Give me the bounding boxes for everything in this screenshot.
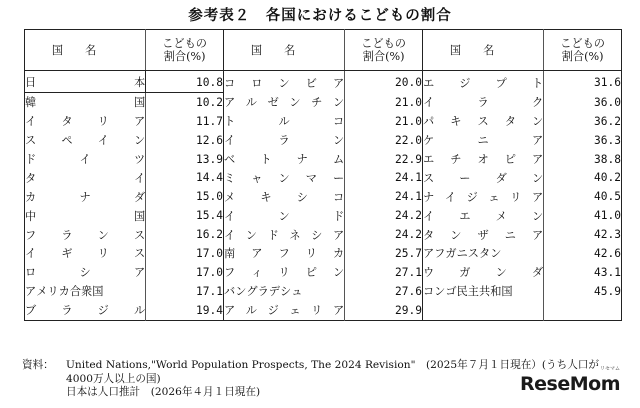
country-name-cell bbox=[25, 225, 146, 244]
header-children-ratio: こどもの 割合(%) bbox=[345, 30, 423, 71]
country-name-cell bbox=[223, 131, 344, 150]
page-title: 参考表２ 各国におけるこどもの割合 bbox=[188, 7, 452, 24]
table-header-row bbox=[25, 30, 622, 71]
children-ratio-value: 24.2 bbox=[345, 206, 423, 225]
table-row bbox=[25, 206, 622, 225]
country-name-cell bbox=[422, 301, 543, 320]
notes-line-2: 4000万人以上の国) bbox=[66, 372, 161, 385]
table-row bbox=[25, 282, 622, 301]
children-ratio-value: 19.4 bbox=[146, 301, 224, 320]
children-ratio-value: 15.0 bbox=[146, 187, 224, 206]
children-ratio-value: 43.1 bbox=[544, 263, 622, 282]
country-name-cell bbox=[25, 92, 146, 111]
country-name: パ キ ス タ ン bbox=[422, 115, 544, 129]
children-ratio-value: 13.9 bbox=[146, 150, 224, 169]
country-name: コ ロ ン ビ ア bbox=[223, 76, 345, 90]
country-name: ス ー ダ ン bbox=[422, 171, 544, 185]
country-name-cell bbox=[422, 263, 543, 282]
country-name: ミ ャ ン マ ー bbox=[223, 171, 345, 185]
children-ratio-value: 40.5 bbox=[544, 187, 622, 206]
children-ratio-value: 22.9 bbox=[345, 150, 423, 169]
country-name: イ タ リ ア bbox=[25, 115, 146, 129]
country-name: バ ン グ ラ デ シ ュ bbox=[223, 285, 303, 299]
table-row bbox=[25, 187, 622, 206]
children-ratio-table bbox=[24, 29, 622, 321]
country-name: エ チ オ ピ ア bbox=[422, 153, 544, 166]
children-ratio-value: 25.7 bbox=[345, 244, 423, 263]
table-row bbox=[25, 150, 622, 169]
children-ratio-value: 29.9 bbox=[345, 301, 423, 320]
country-name: ド イ ツ bbox=[25, 153, 146, 166]
country-name: ア メ リ カ 合 衆 国 bbox=[25, 285, 104, 299]
children-ratio-value: 10.2 bbox=[146, 92, 224, 111]
children-ratio-value: 16.2 bbox=[146, 225, 224, 244]
resemom-logo bbox=[520, 366, 620, 395]
country-name-cell bbox=[422, 187, 543, 206]
country-name-cell bbox=[422, 244, 543, 263]
country-name-cell bbox=[422, 225, 543, 244]
header-country-name: 国名 bbox=[223, 30, 344, 71]
children-ratio-value bbox=[544, 301, 622, 320]
country-name: フ ィ リ ピ ン bbox=[223, 266, 345, 280]
country-name: メ キ シ コ bbox=[223, 190, 345, 204]
notes-line-1: United Nations,"World Population Prospects, The 2024 Revision" (2025年７月１日現在）(うち人口が bbox=[66, 359, 599, 371]
country-name: タ ン ザ ニ ア bbox=[422, 228, 544, 242]
header-country-name: 国名 bbox=[25, 30, 146, 71]
country-name-cell bbox=[223, 301, 344, 320]
country-name-cell bbox=[422, 206, 543, 225]
notes-line-3: 日本は人口推計 (2026年４月１日現在) bbox=[66, 386, 261, 398]
children-ratio-value: 24.1 bbox=[345, 187, 423, 206]
table-row bbox=[25, 244, 622, 263]
table-row bbox=[25, 263, 622, 282]
country-name-cell bbox=[25, 282, 146, 301]
header-children-ratio: こどもの 割合(%) bbox=[544, 30, 622, 71]
children-ratio-value: 36.0 bbox=[544, 92, 622, 111]
children-ratio-value: 24.2 bbox=[345, 225, 423, 244]
country-name: イ エ メ ン bbox=[422, 209, 544, 223]
country-name: ト ル コ bbox=[223, 115, 345, 129]
country-name-cell bbox=[422, 282, 543, 301]
children-ratio-value: 12.6 bbox=[146, 131, 224, 150]
country-name: コ ン ゴ 民 主 共 和 国 bbox=[422, 285, 513, 299]
table-row bbox=[25, 225, 622, 244]
country-name: 日 本 bbox=[25, 76, 146, 90]
table-row bbox=[25, 131, 622, 150]
logo-text: ReseMom bbox=[520, 373, 620, 395]
country-name: 南 ア フ リ カ bbox=[223, 247, 345, 261]
header-children-ratio: こどもの 割合(%) bbox=[146, 30, 224, 71]
table-row bbox=[25, 71, 622, 93]
country-name: ア フ ガ ニ ス タ ン bbox=[422, 247, 502, 261]
country-name: タ イ bbox=[25, 171, 146, 185]
children-ratio-value: 15.4 bbox=[146, 206, 224, 225]
children-ratio-value: 41.0 bbox=[544, 206, 622, 225]
country-name: ウ ガ ン ダ bbox=[422, 266, 544, 280]
country-name-cell bbox=[223, 168, 344, 187]
country-name-cell bbox=[223, 150, 344, 169]
country-name-cell bbox=[25, 187, 146, 206]
country-name: 韓 国 bbox=[25, 96, 146, 110]
country-name-cell bbox=[422, 92, 543, 111]
country-name: フ ラ ン ス bbox=[25, 228, 146, 242]
country-name-cell bbox=[223, 92, 344, 111]
country-name: 中 国 bbox=[25, 209, 146, 223]
country-name-cell bbox=[25, 244, 146, 263]
table-row bbox=[25, 92, 622, 111]
country-name: イ ギ リ ス bbox=[25, 247, 146, 261]
logo-kana: リセマム bbox=[600, 366, 620, 372]
children-ratio-value: 14.4 bbox=[146, 168, 224, 187]
children-ratio-value: 27.6 bbox=[345, 282, 423, 301]
children-ratio-value: 11.7 bbox=[146, 112, 224, 131]
children-ratio-value: 42.3 bbox=[544, 225, 622, 244]
country-name-cell bbox=[223, 225, 344, 244]
table-row bbox=[25, 112, 622, 131]
country-name-cell bbox=[422, 112, 543, 131]
country-name-cell bbox=[223, 282, 344, 301]
country-name: ベ ト ナ ム bbox=[223, 153, 345, 166]
children-ratio-value: 17.0 bbox=[146, 263, 224, 282]
children-ratio-value: 17.0 bbox=[146, 244, 224, 263]
country-name-cell bbox=[422, 131, 543, 150]
children-ratio-value: 36.2 bbox=[544, 112, 622, 131]
children-ratio-value: 20.0 bbox=[345, 71, 423, 93]
children-ratio-value: 24.1 bbox=[345, 168, 423, 187]
country-name: イ ン ド bbox=[223, 209, 345, 223]
country-name-cell bbox=[25, 206, 146, 225]
children-ratio-value: 40.2 bbox=[544, 168, 622, 187]
country-name-cell bbox=[25, 112, 146, 131]
country-name: ナ イ ジ ェ リ ア bbox=[422, 190, 544, 204]
table-row bbox=[25, 301, 622, 320]
country-name-cell bbox=[25, 263, 146, 282]
country-name-cell bbox=[422, 71, 543, 93]
country-name: カ ナ ダ bbox=[25, 190, 146, 204]
country-name: ア ル ジ ェ リ ア bbox=[223, 304, 345, 318]
country-name-cell bbox=[223, 71, 344, 93]
children-ratio-value: 21.0 bbox=[345, 112, 423, 131]
children-ratio-value: 22.0 bbox=[345, 131, 423, 150]
country-name-cell bbox=[25, 131, 146, 150]
country-name-cell bbox=[25, 301, 146, 320]
country-name-cell bbox=[422, 150, 543, 169]
children-ratio-value: 31.6 bbox=[544, 71, 622, 93]
country-name: イ ラ ク bbox=[422, 96, 544, 110]
country-name-cell bbox=[422, 168, 543, 187]
notes-label: 資料： bbox=[22, 359, 54, 371]
children-ratio-value: 10.8 bbox=[146, 71, 224, 93]
header-country-name: 国名 bbox=[422, 30, 543, 71]
country-name-cell bbox=[25, 168, 146, 187]
children-ratio-value: 42.6 bbox=[544, 244, 622, 263]
country-name-cell bbox=[223, 263, 344, 282]
children-ratio-value: 17.1 bbox=[146, 282, 224, 301]
country-name: ス ペ イ ン bbox=[25, 134, 146, 148]
children-ratio-value: 21.0 bbox=[345, 92, 423, 111]
country-name-cell bbox=[223, 244, 344, 263]
country-name-cell bbox=[223, 187, 344, 206]
country-name-cell bbox=[25, 71, 146, 93]
children-ratio-value: 38.8 bbox=[544, 150, 622, 169]
table-row bbox=[25, 168, 622, 187]
children-ratio-value: 27.1 bbox=[345, 263, 423, 282]
country-name: ロ シ ア bbox=[25, 266, 146, 280]
source-notes bbox=[22, 359, 599, 400]
children-ratio-value: 45.9 bbox=[544, 282, 622, 301]
country-name: ブ ラ ジ ル bbox=[25, 304, 146, 318]
country-name: ケ ニ ア bbox=[422, 134, 544, 148]
table-body bbox=[25, 71, 622, 321]
country-name: イ ラ ン bbox=[223, 134, 345, 148]
country-name: エ ジ プ ト bbox=[422, 76, 544, 90]
country-name: イ ン ド ネ シ ア bbox=[223, 228, 345, 242]
country-name-cell bbox=[25, 150, 146, 169]
country-name-cell bbox=[223, 112, 344, 131]
country-name: ア ル ゼ ン チ ン bbox=[223, 96, 345, 110]
children-ratio-value: 36.3 bbox=[544, 131, 622, 150]
country-name-cell bbox=[223, 206, 344, 225]
